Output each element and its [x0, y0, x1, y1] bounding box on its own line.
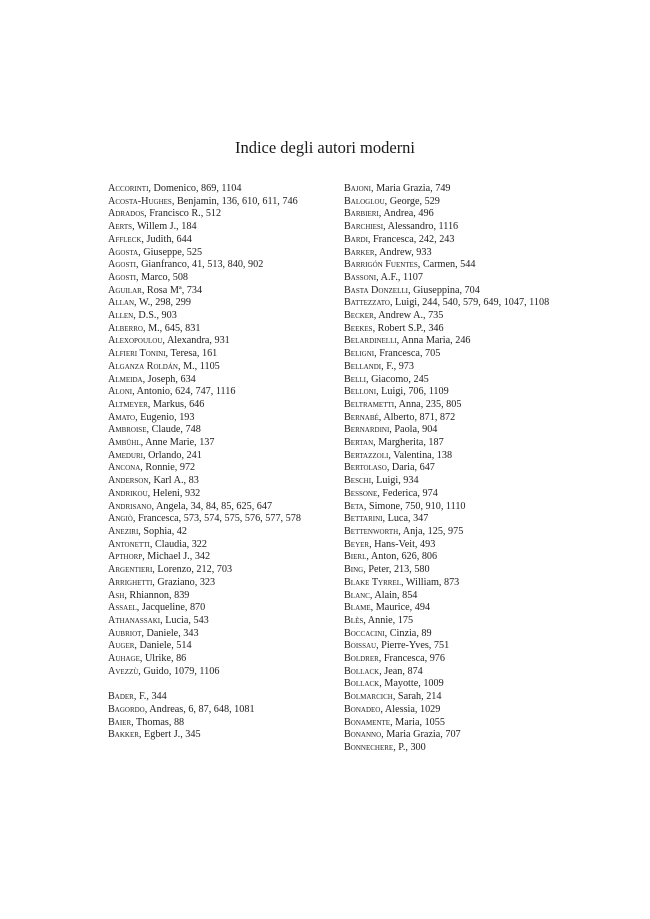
index-entry — [344, 653, 554, 666]
index-entry — [344, 513, 554, 526]
index-entry — [108, 666, 318, 679]
index-entry — [344, 234, 554, 247]
entry-surname: Auger — [108, 640, 135, 652]
entry-details: , Marco, 508 — [135, 271, 189, 283]
entry-details: , Alessia, 1029 — [380, 703, 441, 715]
index-entry — [344, 526, 554, 539]
entry-surname: Bessone — [344, 487, 378, 499]
index-entry — [108, 653, 318, 666]
index-entry — [344, 323, 554, 336]
index-entry — [344, 564, 554, 577]
entry-surname: Aerts — [108, 221, 133, 233]
index-entry — [344, 729, 554, 742]
index-entry — [108, 462, 318, 475]
index-entry — [108, 310, 318, 323]
entry-details: , Benjamin, 136, 610, 611, 746 — [171, 195, 298, 207]
index-entry — [344, 501, 554, 514]
entry-details: , Francesca, 242, 243 — [367, 233, 455, 245]
index-entry — [108, 196, 318, 209]
entry-details: , Teresa, 161 — [165, 348, 218, 360]
index-entry — [344, 196, 554, 209]
index-entry — [108, 361, 318, 374]
entry-details: , Karl A., 83 — [148, 475, 199, 487]
entry-surname: Argentieri — [108, 564, 153, 576]
index-entry — [108, 183, 318, 196]
entry-details: , Antonio, 624, 747, 1116 — [132, 386, 236, 398]
entry-surname: Barbieri — [344, 208, 379, 220]
entry-surname: Athanassaki — [108, 614, 161, 626]
entry-surname: Basta Donzelli — [344, 284, 408, 296]
index-entry — [108, 259, 318, 272]
index-entry — [108, 399, 318, 412]
entry-details: , Guido, 1079, 1106 — [138, 665, 220, 677]
entry-details: , Alain, 854 — [369, 589, 418, 601]
entry-details: , Francesca, 976 — [378, 653, 445, 665]
entry-surname: Altmeyer — [108, 398, 148, 410]
entry-details: , Simone, 750, 910, 1110 — [363, 500, 466, 512]
entry-surname: Aguilar — [108, 284, 142, 296]
entry-surname: Bonadeo — [344, 703, 381, 715]
entry-surname: Aneziri — [108, 525, 139, 537]
entry-surname: Bonamente — [344, 716, 391, 728]
index-entry — [344, 335, 554, 348]
entry-details: , William, 873 — [401, 576, 460, 588]
entry-details: , Sarah, 214 — [392, 691, 442, 703]
index-entry — [108, 564, 318, 577]
index-entry — [344, 221, 554, 234]
index-entry — [108, 729, 318, 742]
index-entry — [344, 615, 554, 628]
entry-surname: Beschi — [344, 475, 372, 487]
entry-surname: Bolmarcich — [344, 691, 393, 703]
index-entry — [108, 424, 318, 437]
entry-surname: Belloni — [344, 386, 377, 398]
entry-surname: Blake Tyrrel — [344, 576, 401, 588]
index-entry — [108, 615, 318, 628]
index-entry — [108, 234, 318, 247]
entry-surname: Baier — [108, 716, 132, 728]
entry-details: , Daniele, 514 — [134, 640, 192, 652]
index-entry — [108, 551, 318, 564]
entry-details: , Margherita, 187 — [373, 437, 444, 449]
index-entry — [108, 412, 318, 425]
index-entry — [344, 259, 554, 272]
entry-details: , Michael J., 342 — [142, 551, 211, 563]
index-entry — [108, 437, 318, 450]
index-entry — [344, 577, 554, 590]
entry-surname: Ameduri — [108, 449, 143, 461]
index-entry — [108, 539, 318, 552]
entry-details: , Alessandro, 1116 — [383, 221, 459, 233]
entry-details: , Domenico, 869, 1104 — [148, 183, 242, 194]
entry-details: , Paola, 904 — [389, 424, 438, 436]
entry-surname: Barrigón Fuentes — [344, 259, 418, 271]
entry-details: , Peter, 213, 580 — [363, 564, 430, 576]
entry-surname: Bassoni — [344, 271, 377, 283]
index-entry — [344, 412, 554, 425]
index-entry — [108, 450, 318, 463]
page-title: Indice degli autori moderni — [234, 138, 416, 157]
index-entry — [108, 526, 318, 539]
entry-details: , Anne Marie, 137 — [140, 437, 215, 449]
entry-surname: Bakker — [108, 729, 139, 741]
index-entry — [344, 247, 554, 260]
entry-surname: Angiò — [108, 513, 133, 525]
index-entry — [344, 640, 554, 653]
index-entry — [344, 628, 554, 641]
entry-details: , Heleni, 932 — [147, 487, 201, 499]
entry-surname: Ambühl — [108, 437, 141, 449]
entry-surname: Adrados — [108, 208, 145, 220]
entry-surname: Barker — [344, 246, 375, 258]
entry-surname: Boldrer — [344, 653, 379, 665]
index-entry — [108, 717, 318, 730]
entry-details: , Anja, 125, 975 — [398, 525, 464, 537]
entry-surname: Andrisano — [108, 500, 152, 512]
entry-surname: Blès — [344, 614, 364, 626]
entry-surname: Ancona — [108, 462, 141, 474]
entry-details: , Ulrike, 86 — [139, 653, 187, 665]
entry-surname: Bettenworth — [344, 525, 399, 537]
entry-surname: Bing — [344, 564, 364, 576]
index-entry — [344, 183, 554, 196]
entry-surname: Bertan — [344, 437, 374, 449]
entry-surname: Auhage — [108, 653, 140, 665]
entry-details: , Rhiannon, 839 — [124, 589, 190, 601]
entry-details: , Luigi, 244, 540, 579, 649, 1047, 1108 — [389, 297, 550, 309]
entry-surname: Bagordo — [108, 703, 145, 715]
entry-surname: Barchiesi — [344, 221, 384, 233]
entry-details: , Anna, 235, 805 — [394, 398, 462, 410]
index-entry — [108, 208, 318, 221]
entry-details: , Annie, 175 — [363, 614, 414, 626]
entry-details: , Valentina, 138 — [388, 449, 453, 461]
index-entry — [108, 513, 318, 526]
entry-surname: Agosti — [108, 271, 136, 283]
index-entry — [108, 285, 318, 298]
entry-details: , D.S., 903 — [133, 310, 177, 322]
entry-details: , Gianfranco, 41, 513, 840, 902 — [135, 259, 264, 271]
entry-surname: Bollack — [344, 678, 380, 690]
index-entry — [108, 501, 318, 514]
entry-details: , Giuseppe, 525 — [138, 246, 203, 258]
entry-surname: Bonnechere — [344, 741, 394, 753]
entry-details: , Thomas, 88 — [131, 716, 185, 728]
entry-details: , Markus, 646 — [147, 398, 205, 410]
entry-details: , Daniele, 343 — [141, 627, 199, 639]
index-entry — [108, 348, 318, 361]
entry-details: , Maria Grazia, 749 — [371, 183, 451, 194]
index-entry — [108, 640, 318, 653]
index-entry — [344, 437, 554, 450]
index-entry — [344, 551, 554, 564]
index-entry — [108, 374, 318, 387]
index-entry — [108, 247, 318, 260]
index-entry — [344, 285, 554, 298]
entry-surname: Alfieri Tonini — [108, 348, 166, 360]
entry-surname: Affleck — [108, 233, 142, 245]
entry-details: , Andreas, 6, 87, 648, 1081 — [144, 703, 255, 715]
entry-details: , Alexandra, 931 — [162, 335, 230, 347]
entry-details: , Mayotte, 1009 — [379, 678, 444, 690]
entry-surname: Bernabé — [344, 411, 379, 423]
entry-details: , Lorenzo, 212, 703 — [152, 564, 233, 576]
index-entry — [344, 310, 554, 323]
entry-details: , Sophia, 42 — [138, 525, 187, 537]
entry-details: , Eugenio, 193 — [135, 411, 195, 423]
entry-details: , M., 645, 831 — [142, 322, 201, 334]
entry-surname: Beligni — [344, 348, 375, 360]
entry-details: , Giuseppina, 704 — [407, 284, 480, 296]
entry-details: , Anton, 626, 806 — [366, 551, 438, 563]
entry-details: , Egbert J., 345 — [138, 729, 201, 741]
index-column-right — [344, 183, 554, 755]
entry-details: , Andrew, 933 — [374, 246, 432, 258]
index-entry — [344, 590, 554, 603]
index-column-left — [108, 183, 318, 742]
entry-details: , Robert S.P., 346 — [372, 322, 444, 334]
entry-details: , Willem J., 184 — [132, 221, 197, 233]
entry-surname: Agosta — [108, 246, 139, 258]
index-entry — [344, 348, 554, 361]
entry-surname: Blame — [344, 602, 371, 614]
entry-surname: Alexopoulou — [108, 335, 163, 347]
index-entry — [344, 462, 554, 475]
entry-surname: Boissau — [344, 640, 377, 652]
entry-details: , Maria, 1055 — [390, 716, 445, 728]
entry-details: , Ronnie, 972 — [140, 462, 196, 474]
entry-surname: Andrikou — [108, 487, 148, 499]
entry-details: , Luigi, 706, 1109 — [376, 386, 449, 398]
entry-details: , Joseph, 634 — [142, 373, 196, 385]
entry-details: , F., 344 — [133, 691, 167, 703]
index-entry — [344, 488, 554, 501]
entry-surname: Avezzù — [108, 665, 139, 677]
entry-surname: Alganza Roldán — [108, 360, 178, 372]
entry-details: , Maurice, 494 — [370, 602, 431, 614]
entry-surname: Beta — [344, 500, 364, 512]
entry-surname: Bierl — [344, 551, 367, 563]
entry-details: , Luca, 347 — [382, 513, 429, 525]
entry-details: , Angela, 34, 84, 85, 625, 647 — [151, 500, 273, 512]
entry-surname: Ambroise — [108, 424, 147, 436]
index-entry — [108, 602, 318, 615]
index-entry — [344, 450, 554, 463]
index-entry — [108, 691, 318, 704]
entry-surname: Antonetti — [108, 538, 150, 550]
entry-details: , Andrea, 496 — [378, 208, 434, 220]
entry-surname: Beyer — [344, 538, 370, 550]
index-entry — [344, 704, 554, 717]
entry-details: , Jean, 874 — [379, 665, 423, 677]
index-entry — [344, 691, 554, 704]
entry-details: , Lucia, 543 — [160, 614, 209, 626]
index-entry — [344, 208, 554, 221]
index-entry — [108, 577, 318, 590]
index-entry — [344, 399, 554, 412]
entry-surname: Accorinti — [108, 183, 149, 194]
index-entry — [344, 717, 554, 730]
entry-details: , Jacqueline, 870 — [136, 602, 206, 614]
entry-surname: Arrighetti — [108, 576, 153, 588]
entry-details: , Alberto, 871, 872 — [378, 411, 456, 423]
entry-details: , Graziano, 323 — [152, 576, 216, 588]
index-entry — [108, 335, 318, 348]
index-entry — [344, 272, 554, 285]
index-entry — [344, 602, 554, 615]
entry-details: , Orlando, 241 — [142, 449, 202, 461]
entry-details: , Francisco R., 512 — [144, 208, 222, 220]
entry-details: , Carmen, 544 — [417, 259, 476, 271]
entry-details: , Claudia, 322 — [149, 538, 207, 550]
entry-surname: Becker — [344, 310, 374, 322]
entry-surname: Beekes — [344, 322, 373, 334]
index-entry — [344, 374, 554, 387]
entry-details: , Judith, 644 — [141, 233, 192, 245]
index-entry — [108, 590, 318, 603]
entry-details: , Daria, 647 — [386, 462, 435, 474]
entry-details: , Luigi, 934 — [371, 475, 419, 487]
entry-surname: Alberro — [108, 322, 143, 334]
entry-surname: Bellandi — [344, 360, 382, 372]
entry-details: , Cinzia, 89 — [384, 627, 432, 639]
index-entry — [344, 475, 554, 488]
entry-surname: Aubriot — [108, 627, 142, 639]
entry-surname: Battezzato — [344, 297, 390, 309]
entry-surname: Agosti — [108, 259, 136, 271]
entry-surname: Almeida — [108, 373, 143, 385]
entry-details: , W., 298, 299 — [134, 297, 191, 309]
index-entry — [344, 678, 554, 691]
entry-details: , Francesca, 705 — [374, 348, 441, 360]
entry-surname: Bardi — [344, 233, 368, 245]
index-entry — [108, 475, 318, 488]
entry-surname: Ash — [108, 589, 125, 601]
entry-surname: Bernardini — [344, 424, 390, 436]
index-entry — [344, 386, 554, 399]
entry-surname: Belardinelli — [344, 335, 397, 347]
entry-details: , George, 529 — [384, 195, 440, 207]
index-entry — [108, 272, 318, 285]
entry-surname: Bonanno — [344, 729, 382, 741]
entry-surname: Beltrametti — [344, 398, 395, 410]
entry-details: , Giacomo, 245 — [365, 373, 429, 385]
entry-details: , Andrew A., 735 — [373, 310, 444, 322]
entry-details: , Maria Grazia, 707 — [381, 729, 461, 741]
entry-details: , Rosa Mª, 734 — [141, 284, 203, 296]
index-entry — [108, 297, 318, 310]
entry-surname: Bader — [108, 691, 134, 703]
index-entry — [344, 742, 554, 755]
entry-details: , Anna Maria, 246 — [396, 335, 471, 347]
entry-surname: Allen — [108, 310, 134, 322]
entry-details: , Claude, 748 — [146, 424, 201, 436]
index-entry — [344, 666, 554, 679]
entry-surname: Aloni — [108, 386, 133, 398]
entry-surname: Allan — [108, 297, 135, 309]
entry-surname: Assael — [108, 602, 137, 614]
entry-details: , F., 973 — [381, 360, 414, 372]
index-entry — [108, 704, 318, 717]
entry-details: , Francesca, 573, 574, 575, 576, 577, 578 — [132, 513, 301, 525]
entry-details: , Federica, 974 — [377, 487, 438, 499]
entry-surname: Baloglou — [344, 195, 385, 207]
entry-details: , Hans-Veit, 493 — [369, 538, 436, 550]
index-entry — [344, 539, 554, 552]
entry-surname: Bertazzoli — [344, 449, 389, 461]
entry-surname: Bertolaso — [344, 462, 387, 474]
entry-surname: Amato — [108, 411, 136, 423]
entry-surname: Apthorp — [108, 551, 143, 563]
index-entry — [344, 424, 554, 437]
index-entry — [344, 361, 554, 374]
index-entry — [344, 297, 554, 310]
entry-details: , P., 300 — [393, 741, 426, 753]
entry-surname: Boccacini — [344, 627, 385, 639]
index-entry — [108, 628, 318, 641]
index-entry — [108, 488, 318, 501]
entry-surname: Belli — [344, 373, 366, 385]
entry-surname: Acosta-Hughes — [108, 195, 172, 207]
entry-surname: Anderson — [108, 475, 149, 487]
entry-details: , A.F., 1107 — [376, 271, 423, 283]
entry-surname: Bollack — [344, 665, 380, 677]
entry-surname: Blanc — [344, 589, 370, 601]
entry-details: , Pierre-Yves, 751 — [376, 640, 450, 652]
entry-details: , M., 1105 — [177, 360, 220, 372]
index-entry — [108, 221, 318, 234]
index-entry — [108, 386, 318, 399]
entry-surname: Bajoni — [344, 183, 372, 194]
index-entry — [108, 323, 318, 336]
entry-surname: Bettarini — [344, 513, 383, 525]
